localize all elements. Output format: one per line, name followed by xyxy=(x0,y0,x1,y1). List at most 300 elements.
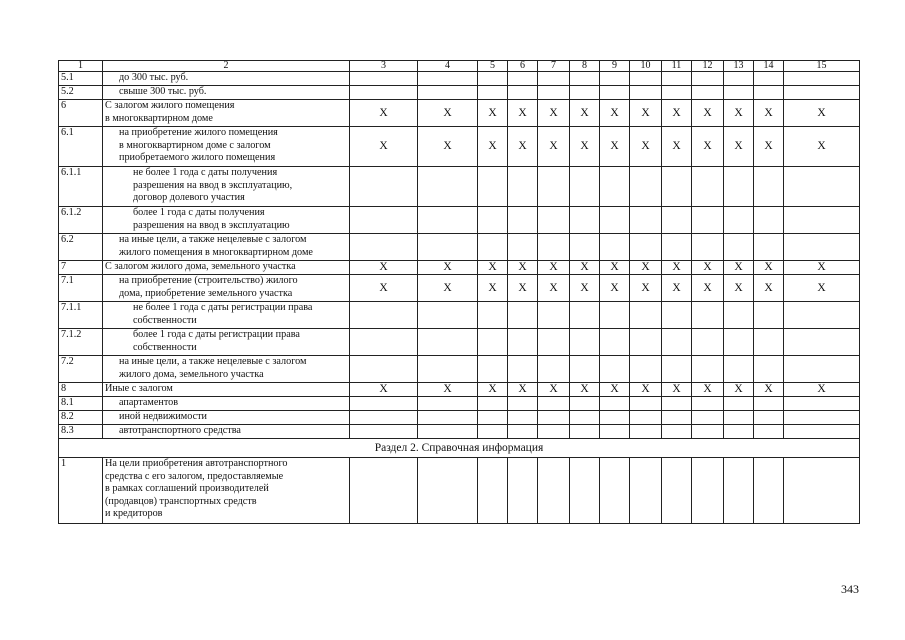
empty-cell xyxy=(692,356,724,383)
empty-cell xyxy=(570,86,600,100)
description-line: С залогом жилого помещения xyxy=(105,100,235,111)
empty-cell xyxy=(600,458,630,524)
row-number: 6 xyxy=(59,100,103,127)
row-number: 6.1.1 xyxy=(59,167,103,207)
empty-cell xyxy=(418,425,478,439)
empty-cell xyxy=(600,207,630,234)
description-line: более 1 года с даты получения xyxy=(133,207,265,218)
empty-cell xyxy=(538,302,570,329)
empty-cell xyxy=(630,356,662,383)
column-header: 14 xyxy=(754,61,784,72)
description-line: жилого помещения в многоквартирном доме xyxy=(119,246,313,258)
empty-cell xyxy=(662,425,692,439)
empty-cell xyxy=(754,234,784,261)
description-line: на приобретение жилого помещения xyxy=(119,127,278,138)
empty-cell xyxy=(418,458,478,524)
mark-cell: X xyxy=(724,275,754,302)
mark-cell: X xyxy=(724,127,754,167)
row-description xyxy=(103,167,350,207)
empty-cell xyxy=(630,72,662,86)
empty-cell xyxy=(508,329,538,356)
mark-cell: X xyxy=(570,127,600,167)
empty-cell xyxy=(418,356,478,383)
empty-cell xyxy=(418,397,478,411)
empty-cell xyxy=(350,302,418,329)
row-description xyxy=(103,425,350,439)
empty-cell xyxy=(784,356,860,383)
empty-cell xyxy=(724,397,754,411)
mark-cell: X xyxy=(478,127,508,167)
mark-cell: X xyxy=(508,100,538,127)
description-line: Иные с залогом xyxy=(105,383,173,394)
mark-cell: X xyxy=(418,127,478,167)
mark-cell: X xyxy=(418,383,478,397)
empty-cell xyxy=(724,234,754,261)
mark-cell: X xyxy=(478,275,508,302)
empty-cell xyxy=(600,167,630,207)
mark-cell: X xyxy=(600,127,630,167)
column-header: 3 xyxy=(350,61,418,72)
table-row xyxy=(59,167,860,207)
description-line: иной недвижимости xyxy=(119,411,207,422)
description-line: в рамках соглашений производителей xyxy=(105,483,269,494)
mark-cell: X xyxy=(600,383,630,397)
empty-cell xyxy=(692,86,724,100)
table-row xyxy=(59,302,860,329)
empty-cell xyxy=(600,234,630,261)
mark-cell: X xyxy=(784,261,860,275)
mark-cell: X xyxy=(600,261,630,275)
description-line: С залогом жилого дома, земельного участка xyxy=(105,261,296,272)
column-header: 8 xyxy=(570,61,600,72)
column-header: 1 xyxy=(59,61,103,72)
empty-cell xyxy=(538,86,570,100)
description-line: автотранспортного средства xyxy=(119,425,241,436)
mark-cell: X xyxy=(692,275,724,302)
empty-cell xyxy=(478,234,508,261)
mark-cell: X xyxy=(570,100,600,127)
empty-cell xyxy=(600,72,630,86)
empty-cell xyxy=(630,86,662,100)
empty-cell xyxy=(538,207,570,234)
mark-cell: X xyxy=(662,275,692,302)
description-line: собственности xyxy=(133,341,197,353)
row-description xyxy=(103,329,350,356)
empty-cell xyxy=(478,329,508,356)
empty-cell xyxy=(662,86,692,100)
row-number: 7 xyxy=(59,261,103,275)
description-line: договор долевого участия xyxy=(133,192,245,203)
mark-cell: X xyxy=(724,383,754,397)
empty-cell xyxy=(538,356,570,383)
table-row xyxy=(59,127,860,167)
mark-cell: X xyxy=(724,261,754,275)
empty-cell xyxy=(754,86,784,100)
column-header: 9 xyxy=(600,61,630,72)
empty-cell xyxy=(662,458,692,524)
empty-cell xyxy=(478,207,508,234)
table-row xyxy=(59,261,860,275)
table-row xyxy=(59,329,860,356)
empty-cell xyxy=(538,167,570,207)
row-number: 6.1.2 xyxy=(59,207,103,234)
empty-cell xyxy=(662,329,692,356)
empty-cell xyxy=(478,167,508,207)
empty-cell xyxy=(724,86,754,100)
mark-cell: X xyxy=(692,127,724,167)
empty-cell xyxy=(350,356,418,383)
empty-cell xyxy=(508,356,538,383)
row-number: 5.1 xyxy=(59,72,103,86)
empty-cell xyxy=(692,167,724,207)
empty-cell xyxy=(418,72,478,86)
empty-cell xyxy=(724,329,754,356)
empty-cell xyxy=(350,207,418,234)
column-header: 6 xyxy=(508,61,538,72)
empty-cell xyxy=(784,86,860,100)
empty-cell xyxy=(350,72,418,86)
row-description xyxy=(103,207,350,234)
description-line: (продавцов) транспортных средств xyxy=(105,495,257,507)
mark-cell: X xyxy=(692,100,724,127)
table-row xyxy=(59,207,860,234)
empty-cell xyxy=(754,397,784,411)
empty-cell xyxy=(478,86,508,100)
row-number: 8 xyxy=(59,383,103,397)
mark-cell: X xyxy=(692,383,724,397)
description-line: приобретаемого жилого помещения xyxy=(119,152,276,163)
empty-cell xyxy=(754,167,784,207)
mark-cell: X xyxy=(784,383,860,397)
empty-cell xyxy=(754,302,784,329)
mark-cell: X xyxy=(478,261,508,275)
empty-cell xyxy=(350,425,418,439)
empty-cell xyxy=(630,411,662,425)
description-line: не более 1 года с даты получения xyxy=(133,167,278,178)
empty-cell xyxy=(600,356,630,383)
report-table xyxy=(58,60,860,524)
description-line: и кредиторов xyxy=(105,508,163,519)
empty-cell xyxy=(350,86,418,100)
empty-cell xyxy=(630,329,662,356)
empty-cell xyxy=(662,411,692,425)
empty-cell xyxy=(784,397,860,411)
empty-cell xyxy=(570,207,600,234)
empty-cell xyxy=(508,207,538,234)
column-header: 15 xyxy=(784,61,860,72)
empty-cell xyxy=(350,167,418,207)
row-description xyxy=(103,275,350,302)
empty-cell xyxy=(724,411,754,425)
empty-cell xyxy=(600,302,630,329)
row-number: 7.1.2 xyxy=(59,329,103,356)
row-description xyxy=(103,127,350,167)
mark-cell: X xyxy=(508,275,538,302)
mark-cell: X xyxy=(570,383,600,397)
empty-cell xyxy=(418,411,478,425)
mark-cell: X xyxy=(508,383,538,397)
empty-cell xyxy=(662,356,692,383)
empty-cell xyxy=(478,411,508,425)
empty-cell xyxy=(662,234,692,261)
empty-cell xyxy=(754,411,784,425)
empty-cell xyxy=(692,397,724,411)
column-header: 12 xyxy=(692,61,724,72)
empty-cell xyxy=(570,329,600,356)
mark-cell: X xyxy=(662,100,692,127)
empty-cell xyxy=(784,207,860,234)
empty-cell xyxy=(350,234,418,261)
empty-cell xyxy=(784,167,860,207)
mark-cell: X xyxy=(538,275,570,302)
empty-cell xyxy=(630,458,662,524)
empty-cell xyxy=(662,397,692,411)
column-header: 2 xyxy=(103,61,350,72)
mark-cell: X xyxy=(418,100,478,127)
empty-cell xyxy=(754,329,784,356)
mark-cell: X xyxy=(508,127,538,167)
empty-cell xyxy=(538,411,570,425)
empty-cell xyxy=(754,356,784,383)
empty-cell xyxy=(754,72,784,86)
row-description xyxy=(103,397,350,411)
empty-cell xyxy=(724,302,754,329)
empty-cell xyxy=(418,86,478,100)
description-line: не более 1 года с даты регистрации права xyxy=(133,302,313,313)
empty-cell xyxy=(350,329,418,356)
row-number: 5.2 xyxy=(59,86,103,100)
table-row xyxy=(59,234,860,261)
empty-cell xyxy=(570,425,600,439)
empty-cell xyxy=(350,411,418,425)
table-body xyxy=(59,61,860,524)
empty-cell xyxy=(784,425,860,439)
section-title: Раздел 2. Справочная информация xyxy=(59,439,860,458)
mark-cell: X xyxy=(478,100,508,127)
empty-cell xyxy=(692,458,724,524)
empty-cell xyxy=(724,72,754,86)
mark-cell: X xyxy=(784,275,860,302)
row-number: 8.1 xyxy=(59,397,103,411)
mark-cell: X xyxy=(662,127,692,167)
description-line: разрешения на ввод в эксплуатацию, xyxy=(133,179,293,191)
table-row xyxy=(59,86,860,100)
empty-cell xyxy=(570,302,600,329)
empty-cell xyxy=(692,234,724,261)
empty-cell xyxy=(692,72,724,86)
mark-cell: X xyxy=(538,127,570,167)
empty-cell xyxy=(478,356,508,383)
empty-cell xyxy=(478,425,508,439)
page-number: 343 xyxy=(841,582,859,596)
description-line: апартаментов xyxy=(119,397,179,408)
section-heading-row xyxy=(59,439,860,458)
mark-cell: X xyxy=(570,275,600,302)
empty-cell xyxy=(600,411,630,425)
mark-cell: X xyxy=(630,261,662,275)
table-row xyxy=(59,275,860,302)
empty-cell xyxy=(418,302,478,329)
description-line: собственности xyxy=(133,314,197,326)
description-line: разрешения на ввод в эксплуатацию xyxy=(133,219,290,231)
empty-cell xyxy=(508,167,538,207)
row-number: 6.2 xyxy=(59,234,103,261)
empty-cell xyxy=(784,411,860,425)
table-row xyxy=(59,383,860,397)
description-line: до 300 тыс. руб. xyxy=(119,72,189,83)
row-description xyxy=(103,383,350,397)
empty-cell xyxy=(508,234,538,261)
column-header: 13 xyxy=(724,61,754,72)
empty-cell xyxy=(630,167,662,207)
empty-cell xyxy=(662,207,692,234)
empty-cell xyxy=(508,411,538,425)
empty-cell xyxy=(418,207,478,234)
column-header: 4 xyxy=(418,61,478,72)
empty-cell xyxy=(662,72,692,86)
mark-cell: X xyxy=(630,127,662,167)
empty-cell xyxy=(754,207,784,234)
mark-cell: X xyxy=(538,383,570,397)
description-line: более 1 года с даты регистрации права xyxy=(133,329,300,340)
mark-cell: X xyxy=(600,275,630,302)
mark-cell: X xyxy=(724,100,754,127)
empty-cell xyxy=(570,234,600,261)
empty-cell xyxy=(538,458,570,524)
empty-cell xyxy=(418,329,478,356)
mark-cell: X xyxy=(754,100,784,127)
table-row xyxy=(59,458,860,524)
empty-cell xyxy=(508,425,538,439)
empty-cell xyxy=(692,329,724,356)
empty-cell xyxy=(784,72,860,86)
mark-cell: X xyxy=(538,100,570,127)
header-row xyxy=(59,61,860,72)
mark-cell: X xyxy=(630,100,662,127)
table-row xyxy=(59,356,860,383)
description-line: дома, приобретение земельного участка xyxy=(119,287,293,299)
empty-cell xyxy=(570,458,600,524)
empty-cell xyxy=(508,458,538,524)
row-number: 7.1 xyxy=(59,275,103,302)
empty-cell xyxy=(784,329,860,356)
mark-cell: X xyxy=(538,261,570,275)
mark-cell: X xyxy=(350,275,418,302)
row-description xyxy=(103,261,350,275)
row-number: 8.2 xyxy=(59,411,103,425)
description-line: средства с его залогом, предоставляемые xyxy=(105,470,284,482)
empty-cell xyxy=(662,167,692,207)
table-row xyxy=(59,425,860,439)
description-line: на иные цели, а также нецелевые с залогом xyxy=(119,356,307,367)
empty-cell xyxy=(630,425,662,439)
empty-cell xyxy=(630,397,662,411)
empty-cell xyxy=(570,397,600,411)
row-number: 1 xyxy=(59,458,103,524)
row-number: 7.2 xyxy=(59,356,103,383)
empty-cell xyxy=(630,302,662,329)
mark-cell: X xyxy=(508,261,538,275)
description-line: на иные цели, а также нецелевые с залогом xyxy=(119,234,307,245)
empty-cell xyxy=(570,411,600,425)
empty-cell xyxy=(692,411,724,425)
description-line: свыше 300 тыс. руб. xyxy=(119,86,207,97)
row-number: 7.1.1 xyxy=(59,302,103,329)
empty-cell xyxy=(662,302,692,329)
empty-cell xyxy=(724,207,754,234)
empty-cell xyxy=(508,72,538,86)
description-line: жилого дома, земельного участка xyxy=(119,368,264,380)
mark-cell: X xyxy=(754,261,784,275)
mark-cell: X xyxy=(784,127,860,167)
column-header: 5 xyxy=(478,61,508,72)
mark-cell: X xyxy=(570,261,600,275)
empty-cell xyxy=(600,86,630,100)
column-header: 11 xyxy=(662,61,692,72)
mark-cell: X xyxy=(418,261,478,275)
empty-cell xyxy=(784,302,860,329)
row-number: 6.1 xyxy=(59,127,103,167)
row-description xyxy=(103,302,350,329)
empty-cell xyxy=(538,234,570,261)
empty-cell xyxy=(570,167,600,207)
mark-cell: X xyxy=(350,261,418,275)
mark-cell: X xyxy=(784,100,860,127)
table-row xyxy=(59,397,860,411)
column-header: 10 xyxy=(630,61,662,72)
empty-cell xyxy=(600,425,630,439)
description-line: На цели приобретения автотранспортного xyxy=(105,458,288,469)
empty-cell xyxy=(600,329,630,356)
empty-cell xyxy=(692,207,724,234)
mark-cell: X xyxy=(754,127,784,167)
empty-cell xyxy=(418,167,478,207)
empty-cell xyxy=(508,397,538,411)
empty-cell xyxy=(570,356,600,383)
mark-cell: X xyxy=(662,383,692,397)
empty-cell xyxy=(724,167,754,207)
description-line: на приобретение (строительство) жилого xyxy=(119,275,298,286)
table-row xyxy=(59,72,860,86)
row-description xyxy=(103,458,350,524)
empty-cell xyxy=(724,425,754,439)
row-number: 8.3 xyxy=(59,425,103,439)
empty-cell xyxy=(784,458,860,524)
row-description xyxy=(103,356,350,383)
empty-cell xyxy=(478,458,508,524)
mark-cell: X xyxy=(350,100,418,127)
empty-cell xyxy=(538,425,570,439)
table-row xyxy=(59,100,860,127)
mark-cell: X xyxy=(662,261,692,275)
row-description xyxy=(103,86,350,100)
empty-cell xyxy=(478,72,508,86)
empty-cell xyxy=(630,207,662,234)
description-line: в многоквартирном доме с залогом xyxy=(119,139,271,151)
column-header: 7 xyxy=(538,61,570,72)
empty-cell xyxy=(600,397,630,411)
empty-cell xyxy=(784,234,860,261)
mark-cell: X xyxy=(600,100,630,127)
empty-cell xyxy=(570,72,600,86)
empty-cell xyxy=(538,397,570,411)
mark-cell: X xyxy=(630,275,662,302)
empty-cell xyxy=(538,72,570,86)
row-description xyxy=(103,411,350,425)
mark-cell: X xyxy=(754,275,784,302)
table-row xyxy=(59,411,860,425)
empty-cell xyxy=(478,302,508,329)
